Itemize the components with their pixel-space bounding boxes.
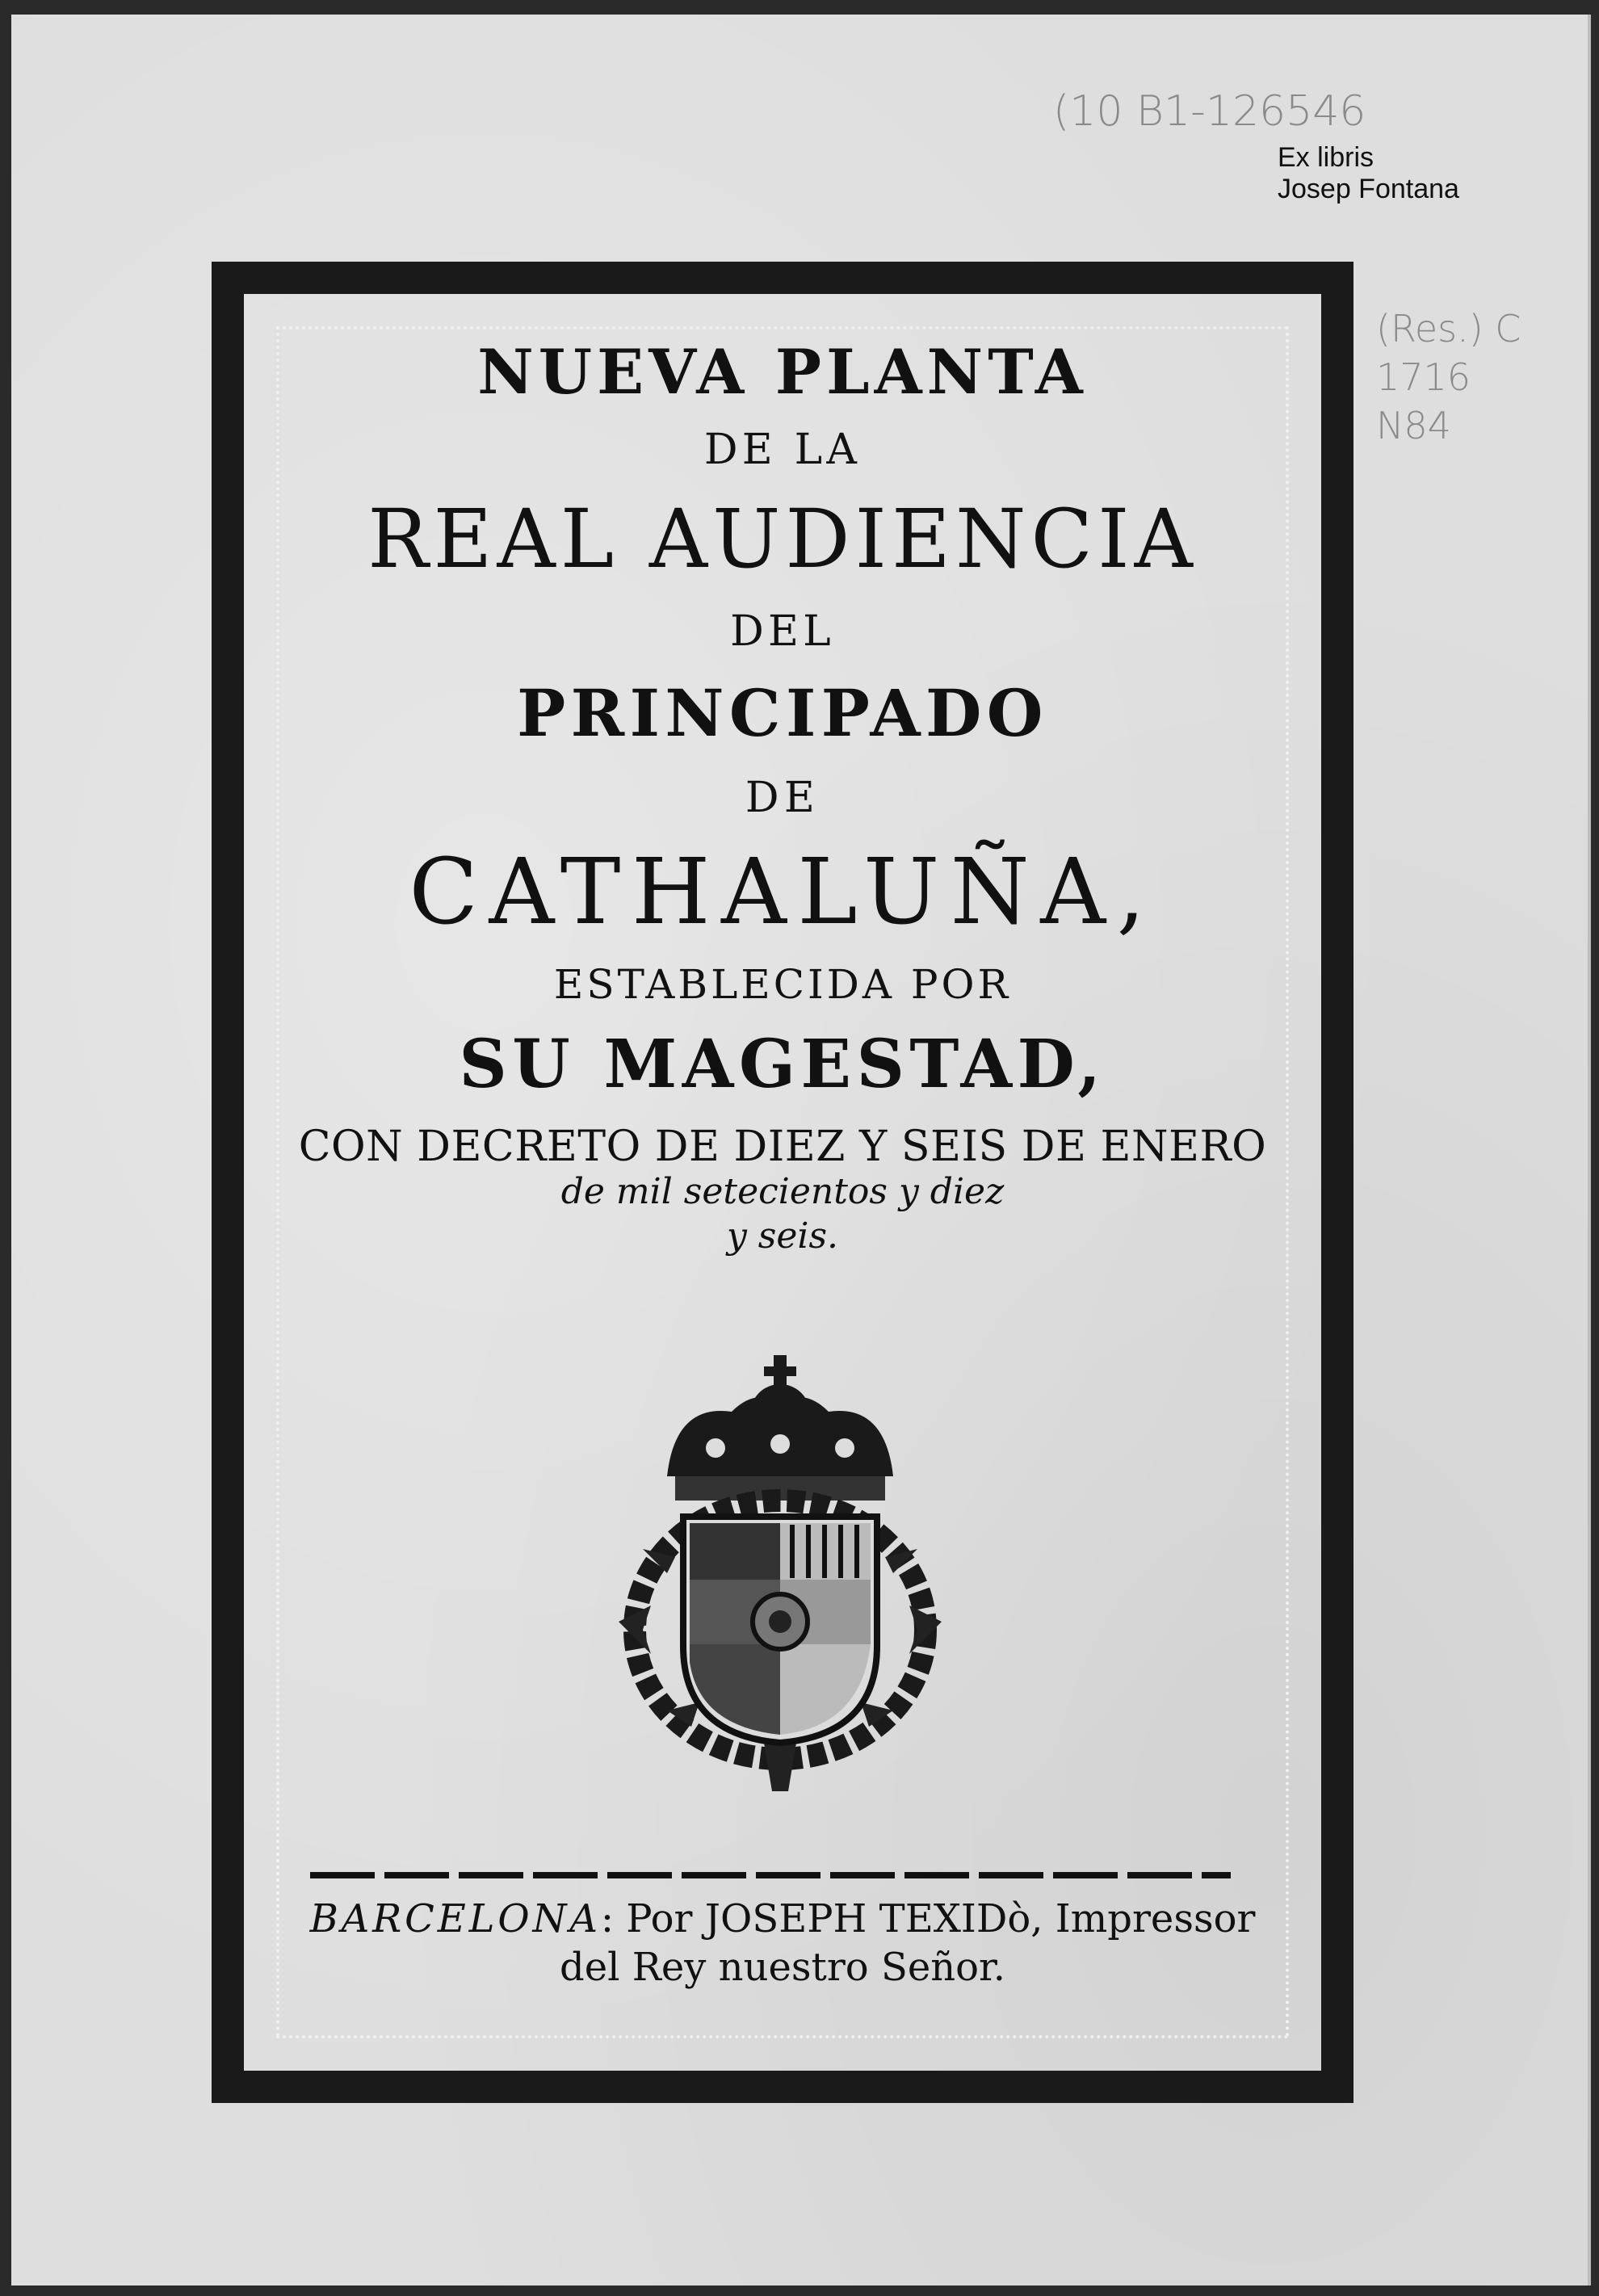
owner-name: Josep Fontana xyxy=(1278,174,1459,205)
title-line-del: DEL xyxy=(730,607,835,656)
imprint-block xyxy=(254,1896,1312,1990)
imprint-printer: : Por JOSEPH TEXIDò, Impressor xyxy=(600,1896,1256,1941)
call-number-line2: 1716 xyxy=(1376,355,1471,399)
title-line-de: DE xyxy=(745,774,820,822)
decree-line: CON DECRETO DE DIEZ Y SEIS DE ENERO xyxy=(298,1123,1267,1171)
call-number-line1: (Res.) C xyxy=(1376,307,1521,350)
divider-rule xyxy=(310,1872,1231,1878)
imprint-line1 xyxy=(254,1896,1312,1941)
royal-coat-of-arms xyxy=(619,1355,942,1791)
document-page xyxy=(11,15,1591,2286)
title-line-de-la: DE LA xyxy=(703,426,862,474)
title-line-su-magestad: SU MAGESTAD, xyxy=(459,1026,1106,1103)
title-block xyxy=(278,321,1287,1257)
date-line-end: y seis. xyxy=(726,1215,839,1257)
crown-icon xyxy=(667,1355,893,1501)
date-line: de mil setecientos y diez xyxy=(560,1171,1005,1212)
imprint-line2: del Rey nuestro Señor. xyxy=(560,1945,1005,1990)
imprint-city: BARCELONA xyxy=(309,1896,601,1941)
title-line-establecida: ESTABLECIDA POR xyxy=(553,961,1012,1008)
call-number-line3: N84 xyxy=(1376,403,1451,447)
title-line-cathaluna: CATHALUÑA, xyxy=(409,840,1156,945)
shield-icon xyxy=(683,1517,877,1743)
ex-libris-line: Ex libris xyxy=(1278,142,1374,173)
title-line-nueva-planta: NUEVA PLANTA xyxy=(477,336,1088,408)
title-line-principado: PRINCIPADO xyxy=(517,675,1048,751)
call-number-annotation xyxy=(1376,305,1521,450)
title-line-real-audiencia: REAL AUDIENCIA xyxy=(367,492,1198,586)
ex-libris-stamp xyxy=(1278,142,1459,205)
shelfmark-annotation: (10 B1-126546 xyxy=(1053,87,1366,136)
